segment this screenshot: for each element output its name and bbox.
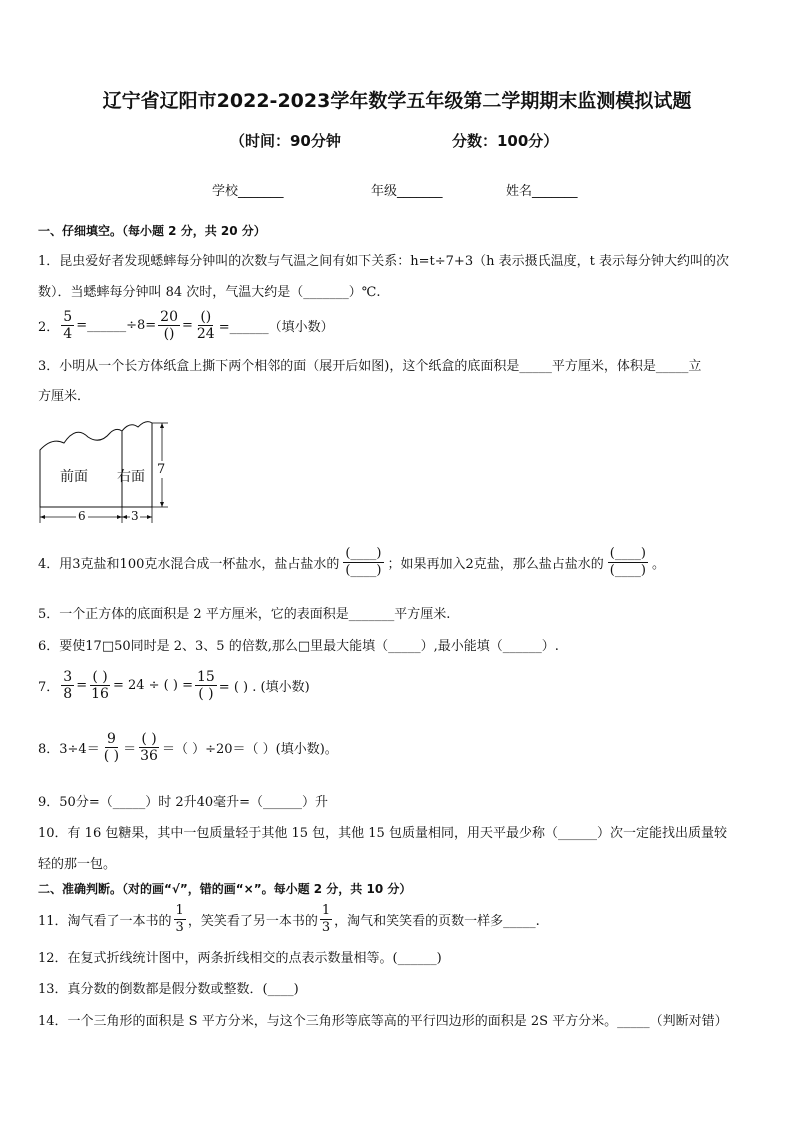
fraction: $\frac{3}{8}$ — [63, 669, 73, 702]
section-1-heading: 一、仔细填空。（每小题 2 分，共 20 分） — [38, 224, 266, 238]
fraction: $\frac{( )}{36}$ — [140, 731, 158, 764]
page-title: 辽宁省辽阳市2022-2023学年数学五年级第二学期期末监测模拟试题 — [102, 90, 692, 112]
question-2-text: =______÷8= — [76, 318, 157, 333]
question-14: 14．一个三角形的面积是 S 平方分米，与这个三角形等底等高的平行四边形的面积是 2S 平方分米。_____（判断对错） — [38, 1014, 728, 1029]
fraction-blank: $\frac{(\_\_\_\_)}{(\_\_\_\_)}$ — [609, 546, 646, 578]
question-4-text-b: ；如果再加入2克盐，那么盐占盐水的 — [387, 557, 604, 572]
question-4 — [38, 546, 665, 579]
right-width-label: 3 — [131, 509, 139, 523]
question-10-line-2: 轻的那一包。 — [38, 857, 117, 872]
fraction: $\frac{9}{( )}$ — [103, 731, 120, 764]
fraction: $\frac{20}{()}$ — [160, 309, 178, 342]
question-1-line-2: 数）．当蟋蟀每分钟叫 84 次时，气温大约是（_______）℃. — [38, 285, 381, 300]
fraction-blank: $\frac{(\_\_\_\_)}{(\_\_\_\_)}$ — [345, 546, 382, 578]
question-11-text-c: ，淘气和笑笑看的页数一样多_____. — [334, 914, 540, 929]
question-1-line-1: 1．昆虫爱好者发现蟋蟀每分钟叫的次数与气温之间有如下关系：h=t÷7+3（h 表示摄氏温度，t 表示每分钟大约叫的次 — [38, 254, 729, 269]
question-8-number: 8．3÷4＝ — [38, 742, 100, 757]
fraction: $\frac{1}{3}$ — [175, 903, 184, 935]
question-6: 6．要使17□50同时是 2、3、5 的倍数,那么□里最大能填（_____）,最小能填（______）. — [38, 639, 559, 654]
equals-sign: ＝ — [123, 742, 137, 757]
fraction: $\frac{( )}{16}$ — [91, 669, 109, 702]
right-face-label: 右面 — [117, 469, 145, 485]
front-width-label: 6 — [78, 509, 86, 523]
question-2-number: 2． — [38, 320, 60, 335]
question-7-text: = 24 ÷ ( ) = — [112, 678, 193, 693]
question-13: 13．真分数的倒数都是假分数或整数．(____) — [38, 982, 299, 997]
question-7-number: 7． — [38, 680, 60, 695]
question-4-text-a: 4．用3克盐和100克水混合成一杯盐水，盐占盐水的 — [38, 557, 340, 572]
question-7 — [38, 669, 310, 702]
name-field: 姓名_______ — [506, 184, 578, 199]
fraction: $\frac{()}{24}$ — [196, 309, 215, 342]
question-10-line-1: 10．有 16 包糖果，其中一包质量轻于其他 15 包，其他 15 包质量相同，用天平最少称（______）次一定能找出质量较 — [38, 826, 727, 841]
question-11-text-a: 11．淘气看了一本书的 — [38, 914, 172, 929]
equals-sign: = — [181, 318, 193, 333]
section-2-heading: 二、准确判断。（对的画“√”，错的画“×”。每小题 2 分，共 10 分） — [38, 882, 412, 896]
question-9: 9．50分=（_____）时 2升40毫升=（______）升 — [38, 795, 329, 810]
question-3-line-2: 方厘米． — [38, 389, 91, 404]
equals-sign: = — [76, 678, 88, 693]
question-3-line-1: 3．小明从一个长方体纸盒上撕下两个相邻的面（展开后如图)，这个纸盒的底面积是_____平方厘米，体积是_____立 — [38, 359, 702, 374]
question-5: 5．一个正方体的底面积是 2 平方厘米，它的表面积是_______平方厘米. — [38, 607, 451, 622]
question-2 — [38, 309, 334, 342]
question-2-tail: =______（填小数） — [218, 320, 334, 335]
height-label: 7 — [157, 462, 166, 477]
fraction: $\frac{5}{4}$ — [63, 309, 73, 342]
school-field: 学校_______ — [212, 184, 284, 199]
question-7-tail: = ( ) . (填小数) — [218, 680, 310, 695]
time-label: （时间：90分钟 — [230, 132, 341, 150]
score-label: 分数：100分） — [452, 132, 559, 150]
question-4-text-c: 。 — [651, 557, 665, 572]
question-8-tail: ＝（ ）÷20＝（ ）(填小数)。 — [161, 742, 338, 757]
front-face-label: 前面 — [60, 469, 88, 485]
question-12: 12．在复式折线统计图中，两条折线相交的点表示数量相等。(______) — [38, 951, 442, 966]
fraction: $\frac{1}{3}$ — [321, 903, 331, 935]
question-8 — [38, 731, 338, 764]
question-11-text-b: ，笑笑看了另一本书的 — [187, 914, 318, 929]
fraction: $\frac{15}{( )}$ — [196, 669, 215, 702]
grade-field: 年级_______ — [371, 184, 443, 199]
question-11 — [38, 903, 540, 936]
